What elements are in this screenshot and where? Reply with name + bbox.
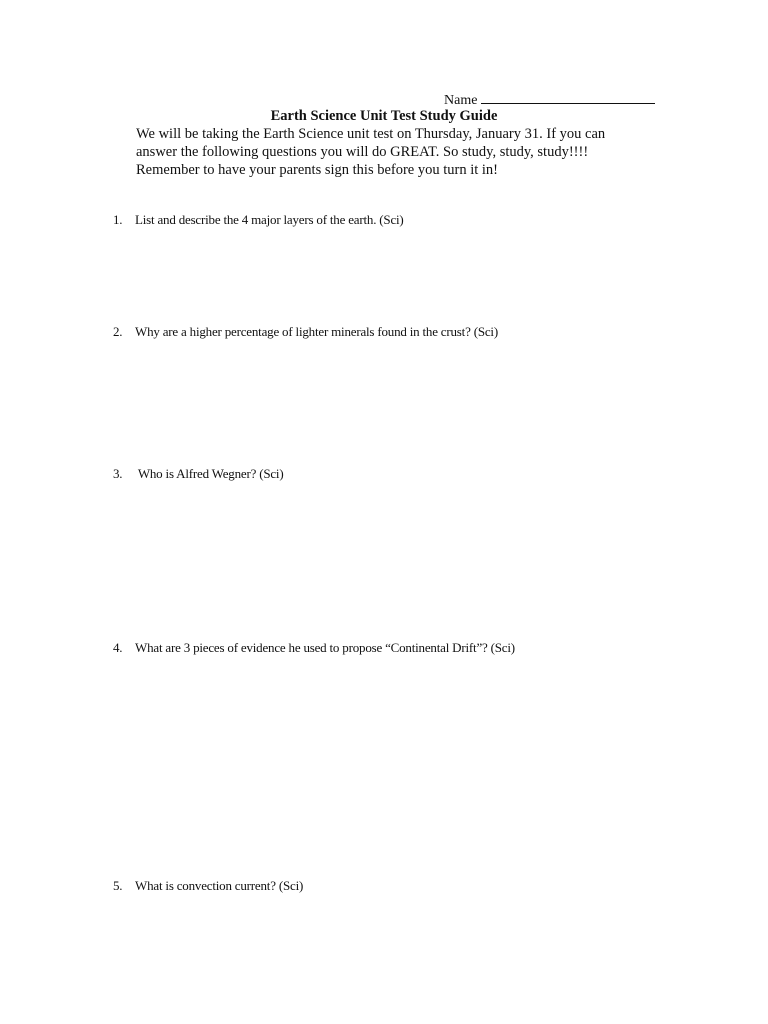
question-1 <box>113 212 404 228</box>
question-5 <box>113 878 303 894</box>
intro-line: We will be taking the Earth Science unit test on Thursday, January 31. If you can <box>136 126 606 142</box>
question-number: 5. <box>113 878 123 893</box>
intro-line: answer the following questions you will do GREAT. So study, study, study!!!! <box>136 144 589 160</box>
name-field <box>444 90 655 109</box>
question-text: List and describe the 4 major layers of the earth. (Sci) <box>135 212 404 227</box>
question-number: 1. <box>113 212 123 227</box>
name-blank-line <box>481 90 655 104</box>
question-text: What are 3 pieces of evidence he used to propose “Continental Drift”? (Sci) <box>135 640 515 655</box>
name-label: Name <box>444 93 478 108</box>
question-text: Why are a higher percentage of lighter minerals found in the crust? (Sci) <box>135 324 498 339</box>
intro-paragraph <box>136 125 696 179</box>
question-2 <box>113 324 498 340</box>
question-number: 4. <box>113 640 123 655</box>
question-3 <box>113 466 283 482</box>
question-number: 2. <box>113 324 123 339</box>
question-text: Who is Alfred Wegner? (Sci) <box>135 466 284 481</box>
question-number: 3. <box>113 466 123 481</box>
question-4 <box>113 640 515 656</box>
title-text: Earth Science Unit Test Study Guide <box>270 108 498 124</box>
intro-line: Remember to have your parents sign this before you turn it in! <box>136 162 499 178</box>
question-text: What is convection current? (Sci) <box>135 878 304 893</box>
page-title <box>0 108 768 125</box>
